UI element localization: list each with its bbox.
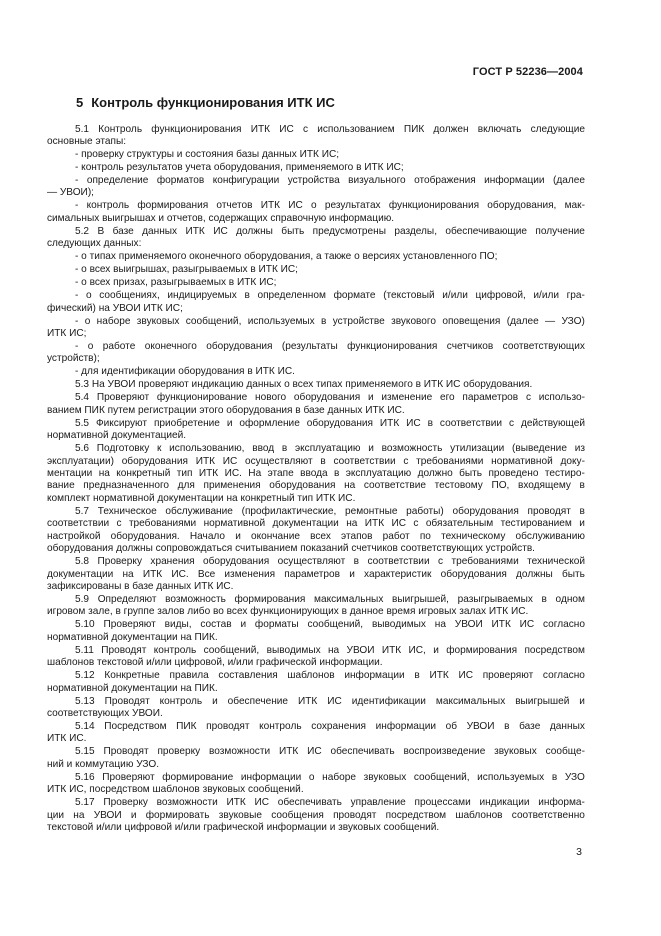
paragraph-line: ванием ПИК путем регистрации этого оборудования в базе данных ИТК ИС. bbox=[47, 404, 405, 416]
paragraph-line: нормативной документации на ПИК. bbox=[47, 631, 218, 643]
paragraph-line: настройкой оборудования. Начало и окончание всех этапов работ по техническому обслуживанию bbox=[47, 530, 585, 542]
paragraph-line: ции на УВОИ и формировать звуковые сообщения проводят посредством шаблонов соответственно bbox=[47, 809, 585, 821]
paragraph-first-line: - для идентификации оборудования в ИТК ИС. bbox=[75, 366, 295, 378]
paragraph-line: соответствии с требованиями нормативной документации на ИТК ИС с обязательным тестированием и bbox=[47, 518, 585, 530]
paragraph-line: нормативной документацией. bbox=[47, 430, 187, 442]
paragraph-line: ИТК ИС, посредством шаблонов звуковых сообщений. bbox=[47, 784, 304, 796]
paragraph-line: устройств); bbox=[47, 353, 100, 365]
paragraph-line: игровом зале, в группе залов либо во всех функционирующих в данное время игровых залах ИТК ИС. bbox=[47, 606, 529, 618]
paragraph-first-line: 5.13 Проводят контроль и обеспечение ИТК ИС идентификации максимальных выигрышей и bbox=[75, 695, 585, 707]
paragraph-line: ИТК ИС. bbox=[47, 733, 87, 745]
paragraph-first-line: 5.11 Проводят контроль сообщений, выводимых на УВОИ ИТК ИС, и формирования посредством bbox=[75, 644, 585, 656]
paragraph-first-line: - о сообщениях, индицируемых в определенном формате (текстовый и/или цифровой, и/или гра- bbox=[75, 290, 585, 302]
section-number: 5 bbox=[76, 95, 84, 110]
paragraph-first-line: - о типах применяемого оконечного оборудования, а также о версиях установленного ПО; bbox=[75, 251, 498, 263]
paragraph-first-line: - о всех выигрышах, разыгрываемых в ИТК ИС; bbox=[75, 264, 298, 276]
paragraph-first-line: - определение форматов конфигурации устройства визуального отображения информации (далее bbox=[75, 175, 585, 186]
paragraph-line: эксплуатации) оборудования ИТК ИС осуществляют в соответствии с требованиями нормативной доку- bbox=[47, 455, 585, 467]
paragraph-first-line: 5.9 Определяют возможность формирования максимальных выигрышей, разыгрываемых в одном bbox=[75, 593, 585, 605]
paragraph-first-line: - о наборе звуковых сообщений, используемых в устройстве звукового оповещения (далее — УЗО) bbox=[75, 315, 585, 327]
paragraph-first-line: - о работе оконечного оборудования (результаты функционирования счетчиков соответствующих bbox=[75, 341, 585, 353]
paragraph-line: комплект нормативной документации на конкретный тип ИТК ИС. bbox=[47, 492, 356, 504]
paragraph-first-line: - контроль результатов учета оборудования, применяемого в ИТК ИС; bbox=[75, 162, 404, 173]
paragraph-first-line: 5.17 Проверку возможности ИТК ИС обеспечивать управление процессами индикации информа- bbox=[75, 797, 585, 809]
paragraph-line: основные этапы: bbox=[47, 136, 127, 147]
paragraph-line: соответствующих УВОИ. bbox=[47, 707, 163, 719]
section-body bbox=[47, 123, 585, 834]
paragraph-first-line: 5.2 В базе данных ИТК ИС должны быть предусмотрены разделы, обеспечивающие получение bbox=[75, 225, 585, 237]
paragraph-line: ний и коммутацию УЗО. bbox=[47, 758, 160, 770]
paragraph-line: шаблонов текстовой и/или цифровой, и/или графической информации. bbox=[47, 657, 383, 669]
paragraph-first-line: 5.12 Конкретные правила составления шаблонов информации в ИТК ИС проверяют согласно bbox=[75, 670, 585, 682]
paragraph-first-line: 5.8 Проверку хранения оборудования осуществляют в соответствии с требованиями технической bbox=[75, 556, 585, 568]
paragraph-first-line: 5.1 Контроль функционирования ИТК ИС с использованием ПИК должен включать следующие bbox=[75, 123, 585, 135]
paragraph-first-line: - контроль формирования отчетов ИТК ИС о результатах функционирования оборудования, мак- bbox=[75, 200, 585, 212]
paragraph-first-line: 5.4 Проверяют функционирование нового оборудования и изменение его параметров с использо- bbox=[75, 392, 585, 404]
paragraph-first-line: 5.16 Проверяют формирование информации о наборе звуковых сообщений, используемых в УЗО bbox=[75, 771, 585, 783]
paragraph-first-line: 5.7 Техническое обслуживание (профилактические, ремонтные работы) оборудования проводят в bbox=[75, 505, 585, 517]
section-title-text: Контроль функционирования ИТК ИС bbox=[91, 95, 335, 110]
paragraph-first-line: 5.14 Посредством ПИК проводят контроль сохранения информации об УВОИ в базе данных bbox=[75, 720, 585, 732]
paragraph-first-line: 5.5 Фиксируют приобретение и оформление оборудования ИТК ИС в соответствии с действующей bbox=[75, 417, 585, 429]
paragraph-line: симальных выигрышах и отчетов, содержащих справочную информацию. bbox=[47, 212, 395, 224]
paragraph-first-line: - о всех призах, разыгрываемых в ИТК ИС; bbox=[75, 277, 277, 289]
document-code-header: ГОСТ Р 52236—2004 bbox=[472, 66, 583, 78]
paragraph-line: зафиксированы в базе данных ИТК ИС. bbox=[47, 580, 234, 592]
paragraph-first-line: 5.10 Проверяют виды, состав и форматы сообщений, выводимых на УВОИ ИТК ИС согласно bbox=[75, 619, 585, 631]
paragraph-line: ИТК ИС; bbox=[47, 328, 87, 340]
paragraph-first-line: 5.15 Проводят проверку возможности ИТК ИС обеспечивать воспроизведение звуковых сообще- bbox=[75, 746, 585, 758]
paragraph-line: нормативной документации на ПИК. bbox=[47, 682, 218, 694]
paragraph-line: — УВОИ); bbox=[47, 187, 94, 199]
paragraph-first-line: 5.6 Подготовку к использованию, ввод в эксплуатацию и возможность утилизации (выведение из bbox=[75, 443, 585, 455]
paragraph-line: фический) на УВОИ ИТК ИС; bbox=[47, 302, 183, 314]
paragraph-line: следующих данных: bbox=[47, 238, 142, 250]
paragraph-line: документации на ИТК ИС. Все изменения параметров и характеристик оборудования должны быть bbox=[47, 568, 585, 580]
page-number: 3 bbox=[576, 846, 582, 858]
section-heading bbox=[76, 95, 335, 110]
paragraph-first-line: 5.3 На УВОИ проверяют индикацию данных о всех типах применяемого в ИТК ИС оборудования. bbox=[75, 379, 533, 391]
paragraph-line: ментации на конкретный тип ИТК ИС. На этапе ввода в эксплуатацию должно быть проведено тестиро- bbox=[47, 468, 585, 480]
paragraph-line: текстовой и/или цифровой и/или графической информации и звуковых сообщений. bbox=[47, 821, 440, 833]
paragraph-first-line: - проверку структуры и состояния базы данных ИТК ИС; bbox=[75, 149, 340, 160]
paragraph-line: вание предназначенного для применения оборудования на соответствие тестовому ПО, входящему в bbox=[47, 480, 585, 492]
paragraph-line: оборудования должны сопровождаться считыванием показаний счетчиков соответствующих устройств. bbox=[47, 543, 535, 555]
